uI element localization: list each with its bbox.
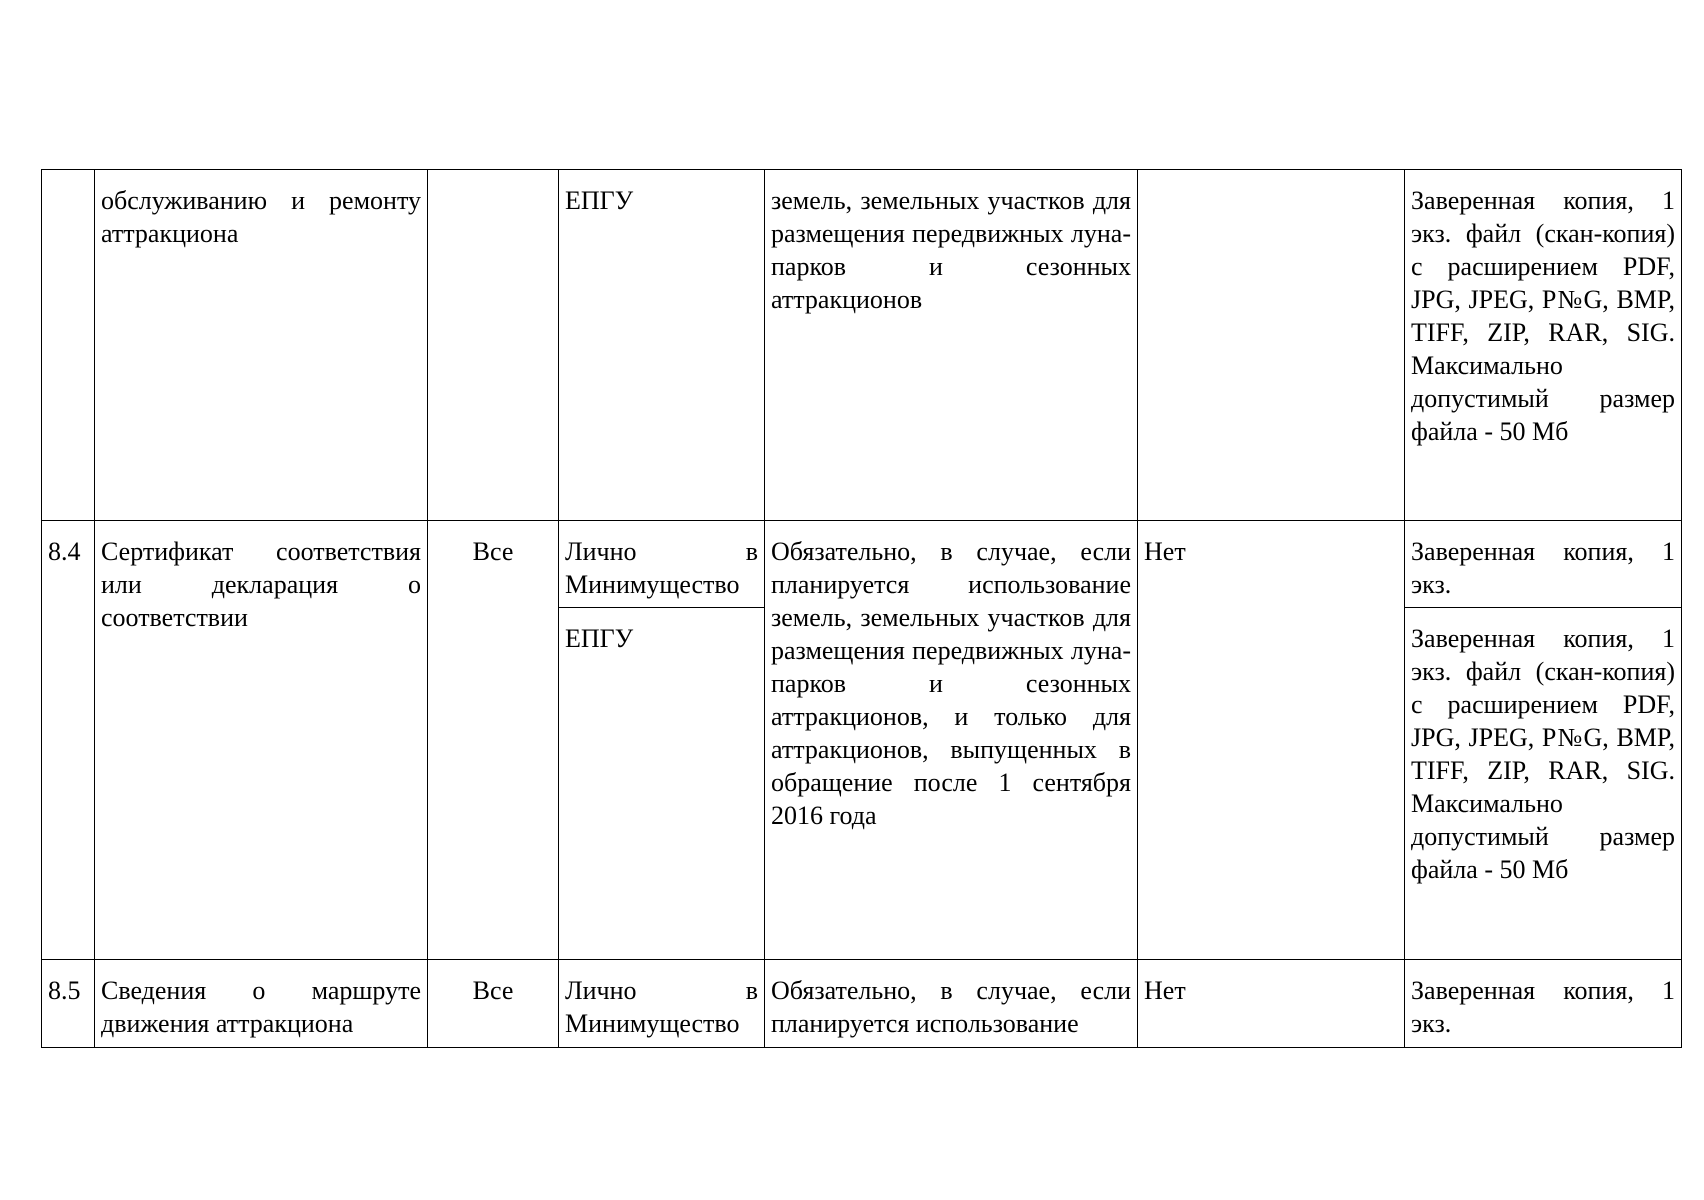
cell-submission-method: ЕПГУ [559,170,765,521]
cell-document-form: Заверенная копия, 1 экз. [1405,521,1682,608]
cell-return-required: Нет [1138,960,1405,1048]
cell-document-form: Заверенная копия, 1 экз. файл (скан-копия) с расширением PDF, JPG, JPEG, P№G, BMP, TIFF, ZIP, RAR, SIG. Максимально допустимый размер файла - 50 Мб [1405,608,1682,960]
method-personal-word: Лично [565,537,637,566]
cell-applicants: Все [428,960,559,1048]
method-personal-word: Лично [565,976,637,1005]
cell-document-name: Сведения о маршруте движения аттракциона [95,960,428,1048]
cell-condition: земель, земельных участков для размещения передвижных луна-парков и сезонных аттракционов [765,170,1138,521]
cell-return-required: Нет [1138,521,1405,960]
method-personal-preposition: в [745,976,758,1005]
cell-condition: Обязательно, в случае, если планируется использование [765,960,1138,1048]
cell-return-required [1138,170,1405,521]
table-row [42,960,1682,1048]
cell-document-form: Заверенная копия, 1 экз. [1405,960,1682,1048]
cell-document-name: Сертификат соответствия или декларация о соответствии [95,521,428,960]
cell-applicants: Все [428,521,559,960]
cell-number: 8.5 [42,960,95,1048]
cell-document-form: Заверенная копия, 1 экз. файл (скан-копия) с расширением PDF, JPG, JPEG, P№G, BMP, TIFF, ZIP, RAR, SIG. Максимально допустимый размер файла - 50 Мб [1405,170,1682,521]
requirements-table [41,169,1682,1048]
method-line [565,535,758,568]
cell-submission-method [559,960,765,1048]
cell-submission-method [559,521,765,608]
table-row [42,521,1682,608]
cell-number [42,170,95,521]
cell-submission-method: ЕПГУ [559,608,765,960]
cell-condition: Обязательно, в случае, если планируется использование земель, земельных участков для размещения передвижных луна-парков и сезонных аттракционов, и только для аттракционов, выпущенных в обращение после 1 сентября 2016 года [765,521,1138,960]
cell-number: 8.4 [42,521,95,960]
cell-applicants [428,170,559,521]
cell-document-name: обслуживанию и ремонту аттракциона [95,170,428,521]
method-line [565,974,758,1007]
table-row [42,170,1682,521]
method-personal-office: Минимущество [565,1009,740,1038]
method-personal-office: Минимущество [565,570,740,599]
method-personal-preposition: в [745,537,758,566]
